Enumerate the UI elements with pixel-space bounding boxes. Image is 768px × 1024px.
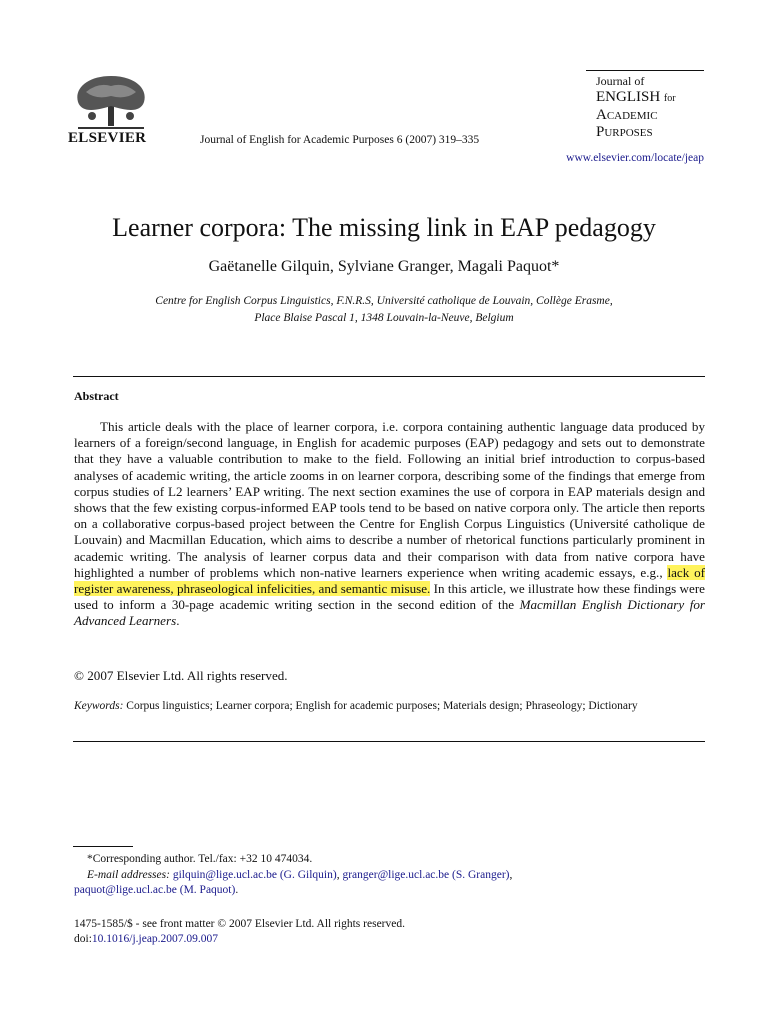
- journal-box-line4: Purposes: [596, 124, 653, 140]
- doi-line: [74, 932, 405, 947]
- journal-box-line2: [596, 89, 704, 107]
- abstract-body: [74, 419, 705, 630]
- journal-box-line3: Academic: [596, 107, 658, 123]
- doi-link[interactable]: 10.1016/j.jeap.2007.09.007: [91, 933, 219, 945]
- issn-block: [74, 917, 405, 947]
- abstract-text-part3: .: [176, 613, 180, 629]
- journal-box-for: for: [663, 93, 676, 104]
- email-label: E-mail addresses:: [87, 868, 170, 881]
- email-link-gilquin[interactable]: gilquin@lige.ucl.ac.be (G. Gilquin): [172, 868, 337, 881]
- journal-box-line1: Journal of: [596, 74, 645, 88]
- publisher-name: ELSEVIER: [68, 130, 147, 146]
- affiliation-line1: Centre for English Corpus Linguistics, F.N.R.S, Université catholique de Louvain, Collège Erasme,: [155, 295, 613, 307]
- email-link-granger[interactable]: granger@lige.ucl.ac.be (S. Granger): [342, 868, 510, 881]
- article-title: Learner corpora: The missing link in EAP pedagogy: [112, 213, 656, 242]
- divider-bottom: [73, 741, 705, 742]
- abstract-copyright: © 2007 Elsevier Ltd. All rights reserved.: [74, 668, 288, 683]
- journal-url-link[interactable]: www.elsevier.com/locate/jeap: [566, 152, 704, 164]
- corresponding-author: *Corresponding author. Tel./fax: +32 10 474034.: [87, 853, 313, 865]
- abstract-heading: Abstract: [74, 389, 119, 403]
- abstract-text-part2: In this article, we illustrate how these findings were used to inform a 30-page academic writing section in the second edition of the: [74, 581, 705, 613]
- email-separator: ,: [509, 868, 513, 881]
- abstract-text-part1: This article deals with the place of learner corpora, i.e. corpora containing authentic language data produced by learners of a foreign/second language, in English for academic purposes (EAP) pedagogy and sets out to demonstrate that they have a valuable contribution to make to the field. Following an initial brief introduction to corpus-based analyses of academic writing, the article zooms in on learner corpora, describing some of the findings that emerge from corpus studies of L2 learners’ EAP writing. The next section examines the use of corpora in EAP materials design and shows that the few existing corpus-informed EAP tools tend to be based on native corpora only. The article then reports on a collaborative corpus-based project between the Centre for English Corpus Linguistics (Université catholique de Louvain) and Macmillan Education, which aims to describe a number of rhetorical functions particularly prominent in academic writing. The analysis of learner corpus data and their comparison with data from native corpora have highlighted a number of problems which non-native learners experience when writing academic essays, e.g.,: [74, 419, 705, 580]
- email-end: .: [235, 884, 239, 896]
- divider-top: [73, 376, 705, 377]
- footnote-rule: [73, 846, 133, 847]
- journal-title-box: [586, 70, 704, 144]
- dictionary-title: Macmillan English Dictionary for Advanced Learners: [74, 597, 705, 629]
- keywords-label: Keywords:: [74, 700, 124, 712]
- email-link-paquot[interactable]: paquot@lige.ucl.ac.be (M. Paquot): [74, 884, 236, 896]
- highlighted-text[interactable]: lack of register awareness, phraseological infelicities, and semantic misuse.: [74, 564, 705, 597]
- issn-line: 1475-1585/$ - see front matter © 2007 Elsevier Ltd. All rights reserved.: [74, 918, 405, 930]
- journal-box-english: ENGLISH: [596, 89, 661, 105]
- article-authors: Gaëtanelle Gilquin, Sylviane Granger, Magali Paquot*: [208, 258, 560, 275]
- keywords: [74, 699, 705, 714]
- affiliation-line2: Place Blaise Pascal 1, 1348 Louvain-la-Neuve, Belgium: [254, 312, 514, 324]
- author-affiliation: [0, 293, 768, 327]
- elsevier-tree-logo: [68, 70, 160, 130]
- footnote: [74, 852, 706, 899]
- doi-label: doi:: [74, 933, 92, 945]
- email-separator: ,: [336, 868, 343, 881]
- email-addresses: [87, 868, 706, 884]
- journal-citation: Journal of English for Academic Purposes 6 (2007) 319–335: [200, 134, 480, 146]
- email-addresses-cont: [74, 883, 706, 899]
- keywords-text: Corpus linguistics; Learner corpora; English for academic purposes; Materials design; Phraseology; Dictionary: [123, 700, 638, 712]
